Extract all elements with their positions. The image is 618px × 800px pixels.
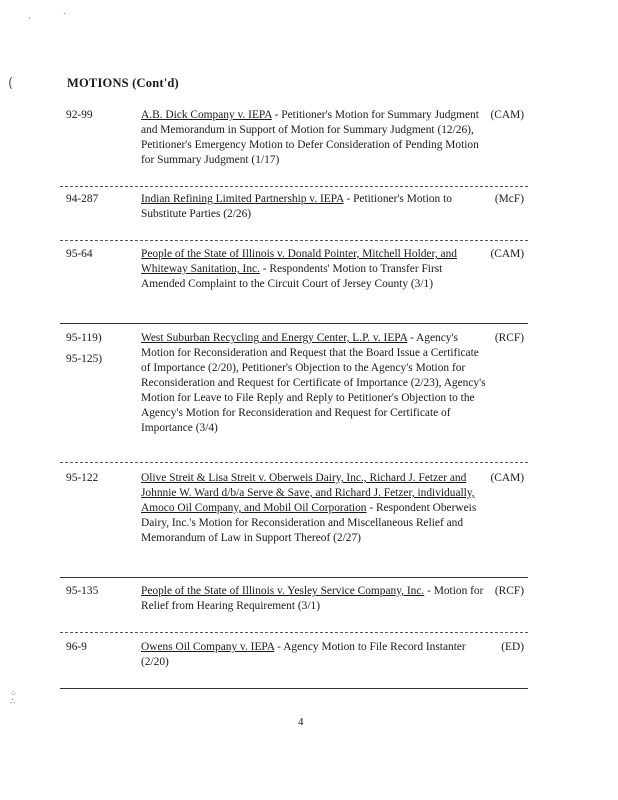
- docket-number: 95-122: [66, 472, 99, 484]
- section-heading: MOTIONS (Cont'd): [67, 76, 179, 90]
- attorney-code: (ED): [501, 641, 524, 653]
- attorney-code: (RCF): [494, 332, 524, 344]
- motion-text: - Agency's Motion for Reconsideration and Request that the Board Issue a Certificate of Importance (2/20), Petitioner's Objection to the Agency's Motion for Reconsideration and Request for Certificate of Importance (2/23), Agency's Motion for Leave to File Reply and Reply to Petitioner's Objection to the Agency's Motion for Reconsideration and Request for Certificate of Importance (3/4): [141, 332, 486, 434]
- attorney-code: (CAM): [490, 248, 524, 260]
- motion-description: [141, 108, 486, 168]
- case-name: Owens Oil Company v. IEPA: [141, 641, 275, 653]
- scan-mark: ˙: [62, 13, 67, 23]
- case-name: West Suburban Recycling and Energy Center, L.P. v. IEPA: [141, 332, 408, 344]
- motion-description: [141, 640, 486, 670]
- attorney-code: (RCF): [494, 585, 524, 597]
- docket-number: 95-64: [66, 248, 93, 260]
- entry-divider: [60, 323, 528, 324]
- motion-description: [141, 331, 486, 436]
- page-number: 4: [298, 716, 304, 728]
- docket-number: 96-9: [66, 641, 87, 653]
- entry-divider: [60, 577, 528, 578]
- case-name: Olive Streit & Lisa Streit v. Oberweis Dairy, Inc., Richard J. Fetzer and Johnnie W. Ward d/b/a Serve & Save, and Richard J. Fetzer, individually, Amoco Oil Company, and Mobil Oil Corporation: [141, 472, 475, 514]
- attorney-code: (McF): [494, 193, 524, 205]
- case-name: People of the State of Illinois v. Yesley Service Company, Inc.: [141, 585, 425, 597]
- motion-text: - Petitioner's Motion for Summary Judgment and Memorandum in Support of Motion for Summary Judgment (12/26), Petitioner's Emergency Motion to Defer Consideration of Pending Motion for Summary Judgment (1/17): [141, 109, 479, 166]
- case-name: Indian Refining Limited Partnership v. IEPA: [141, 193, 344, 205]
- scan-mark: ·: [28, 14, 31, 24]
- scan-mark: (: [8, 76, 14, 91]
- entry-divider: [60, 240, 528, 241]
- docket-number: 94-287: [66, 193, 99, 205]
- motion-text: - Respondent Oberweis Dairy, Inc.'s Motion for Reconsideration and Miscellaneous Relief and Memorandum of Law in Support Thereof (2/27): [141, 502, 477, 544]
- entry-divider: [60, 462, 528, 463]
- docket-number: 95-135: [66, 585, 99, 597]
- case-name: A.B. Dick Company v. IEPA: [141, 109, 272, 121]
- motion-description: [141, 471, 486, 546]
- attorney-code: (CAM): [490, 109, 524, 121]
- docket-number: 95-119) 95-125): [66, 332, 103, 365]
- docket-number: 92-99: [66, 109, 93, 121]
- entry-divider: [60, 186, 528, 187]
- entry-divider: [60, 632, 528, 633]
- motion-text: - Petitioner's Motion to Substitute Parties (2/26): [141, 193, 452, 220]
- motion-text: - Motion for Relief from Hearing Requirement (3/1): [141, 585, 484, 612]
- attorney-code: (CAM): [490, 472, 524, 484]
- motion-description: [141, 192, 486, 222]
- motion-text: - Agency Motion to File Record Instanter (2/20): [141, 641, 466, 668]
- entry-divider: [60, 688, 528, 689]
- scan-mark: ⁘ ∴: [10, 689, 17, 706]
- motion-description: [141, 247, 486, 292]
- case-name: People of the State of Illinois v. Donald Pointer, Mitchell Holder, and Whiteway Sanitation, Inc.: [141, 248, 457, 275]
- motion-description: [141, 584, 486, 614]
- motion-text: - Respondents' Motion to Transfer First Amended Complaint to the Circuit Court of Jersey County (3/1): [141, 263, 443, 290]
